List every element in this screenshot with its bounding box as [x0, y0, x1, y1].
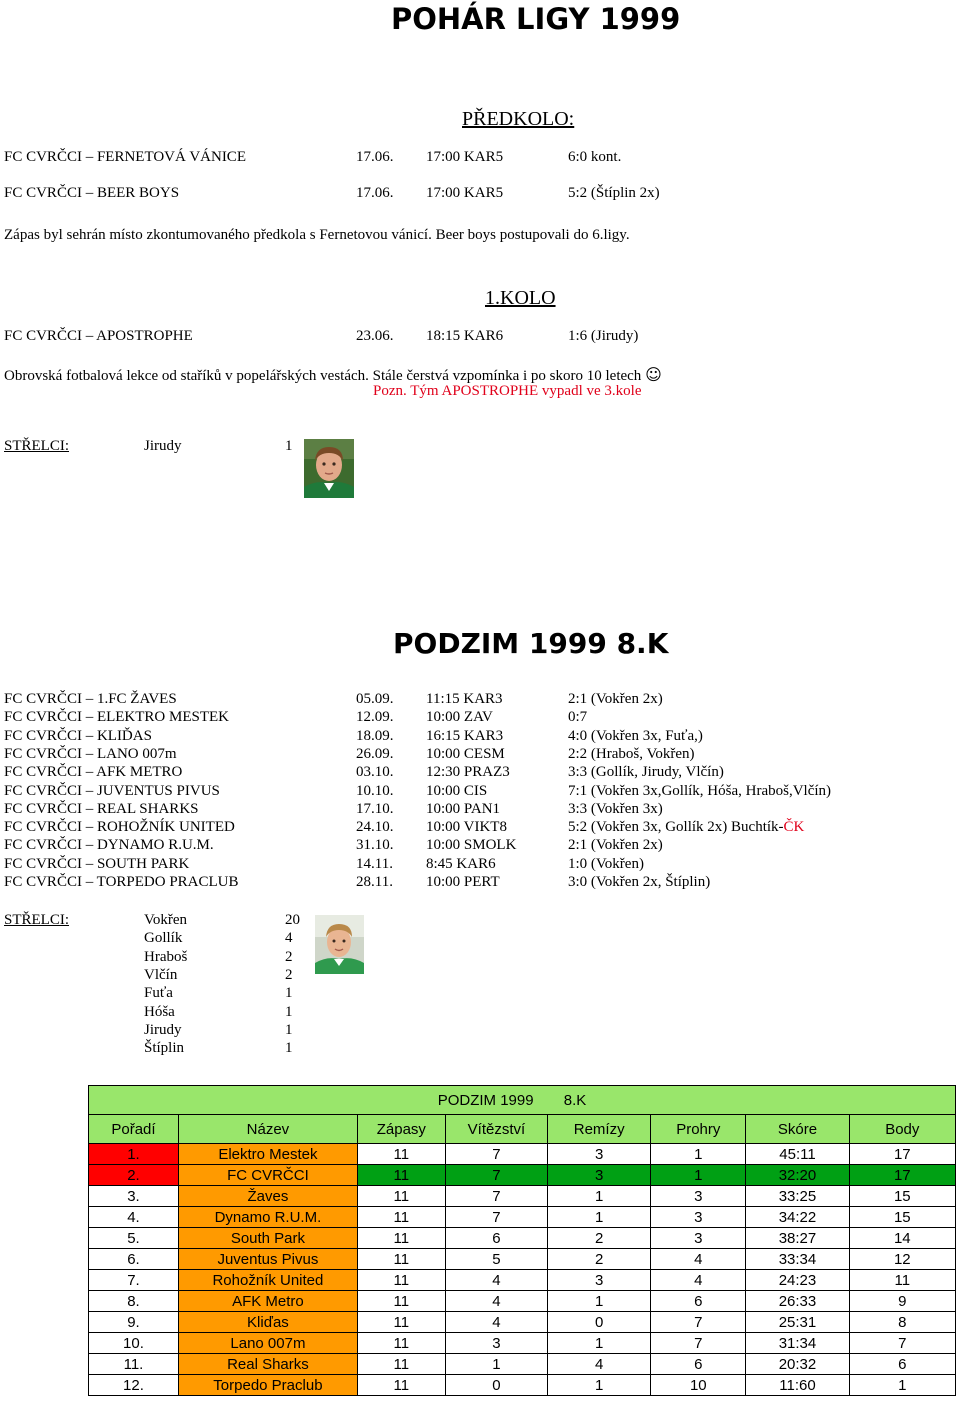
table-cell: 1 — [849, 1375, 955, 1396]
table-cell: 12 — [849, 1249, 955, 1270]
table-cell: 3 — [651, 1207, 746, 1228]
podzim-match-date: 12.09. — [356, 709, 394, 726]
table-cell: 4 — [445, 1291, 547, 1312]
podzim-match-result-text: 5:2 (Vokřen 3x, Gollík 2x) Buchtík- — [568, 819, 784, 836]
player-photo-image — [315, 915, 364, 974]
podzim-match-result: 7:1 (Vokřen 3x,Gollík, Hóša, Hraboš,Vlčín) — [568, 782, 832, 799]
table-cell: 3 — [548, 1270, 651, 1291]
table-cell: 45:11 — [746, 1144, 849, 1165]
podzim-match-date: 26.09. — [356, 745, 394, 762]
table-cell: AFK Metro — [178, 1291, 357, 1312]
table-cell: 5 — [445, 1249, 547, 1270]
table-cell: 1 — [651, 1165, 746, 1186]
table-cell: 1 — [548, 1207, 651, 1228]
kolo1-match-teams: FC CVRČCI – APOSTROPHE — [4, 328, 193, 344]
scorer-name: Vlčín — [144, 966, 178, 983]
scorer-goals: 4 — [285, 930, 293, 947]
table-caption — [89, 1086, 956, 1115]
kolo1-scorer-goals: 1 — [285, 438, 293, 454]
table-cell: 6 — [651, 1354, 746, 1375]
scorer-name: Gollík — [144, 930, 183, 947]
table-cell: 6 — [445, 1228, 547, 1249]
table-cell: 38:27 — [746, 1228, 849, 1249]
table-cell: 6. — [89, 1249, 179, 1270]
podzim-match-result: 3:3 (Vokřen 3x) — [568, 800, 663, 817]
podzim-match-teams: FC CVRČCI – 1.FC ŽAVES — [4, 691, 177, 707]
podzim-heading: PODZIM 1999 8.K — [393, 627, 669, 660]
podzim-match-time: 10:00 ZAV — [426, 709, 493, 726]
table-cell: 1 — [548, 1186, 651, 1207]
table-cell: 11 — [357, 1249, 445, 1270]
table-cell: 11 — [357, 1375, 445, 1396]
podzim-match-result: 1:0 (Vokřen) — [568, 855, 644, 872]
player-photo — [315, 915, 364, 974]
table-cell: South Park — [178, 1228, 357, 1249]
kolo1-scorers-label: STŘELCI: — [4, 438, 70, 454]
scorer-goals: 2 — [285, 966, 293, 983]
predkolo-match-teams: FC CVRČCI – BEER BOYS — [4, 185, 180, 201]
table-cell: 3. — [89, 1186, 179, 1207]
table-cell: Lano 007m — [178, 1333, 357, 1354]
table-cell: 8. — [89, 1291, 179, 1312]
table-cell: 4. — [89, 1207, 179, 1228]
table-header-cell: Zápasy — [357, 1115, 445, 1144]
podzim-match-result: 2:1 (Vokřen 2x) — [568, 837, 663, 854]
table-header-cell: Název — [178, 1115, 357, 1144]
kolo1-pozn: Pozn. Tým APOSTROPHE vypadl ve 3.kole — [373, 383, 642, 399]
player-photo — [304, 439, 354, 498]
table-cell: Rohožník United — [178, 1270, 357, 1291]
table-cell: Kliďas — [178, 1312, 357, 1333]
podzim-match-date: 31.10. — [356, 837, 394, 854]
podzim-match-date: 03.10. — [356, 764, 394, 781]
table-cell: 12. — [89, 1375, 179, 1396]
table-cell: 4 — [548, 1354, 651, 1375]
kolo1-match-date: 23.06. — [356, 328, 394, 344]
table-cell: 14 — [849, 1228, 955, 1249]
podzim-match-date: 05.09. — [356, 691, 394, 707]
podzim-match-time: 11:15 KAR3 — [426, 691, 503, 707]
podzim-match-date: 28.11. — [356, 874, 393, 890]
table-cell: 11 — [357, 1207, 445, 1228]
podzim-match-teams: FC CVRČCI – TORPEDO PRACLUB — [4, 874, 239, 890]
table-cell: 4 — [445, 1270, 547, 1291]
table-cell: 6 — [849, 1354, 955, 1375]
table-cell: 0 — [548, 1312, 651, 1333]
table-cell: 1 — [445, 1354, 547, 1375]
scorer-goals: 2 — [285, 948, 293, 965]
table-row — [89, 1249, 956, 1270]
podzim-match-teams: FC CVRČCI – ELEKTRO MESTEK — [4, 709, 230, 726]
table-cell: 7 — [445, 1165, 547, 1186]
table-header-cell: Vítězství — [445, 1115, 547, 1144]
scorer-goals: 1 — [285, 1003, 293, 1020]
podzim-match-result: 3:3 (Gollík, Jirudy, Vlčín) — [568, 764, 724, 781]
podzim-match-result — [568, 819, 804, 836]
podzim-match-date: 17.10. — [356, 800, 394, 817]
kolo1-heading: 1.KOLO — [485, 287, 556, 309]
table-cell: 2 — [548, 1249, 651, 1270]
table-cell: Juventus Pivus — [178, 1249, 357, 1270]
table-cell: 24:23 — [746, 1270, 849, 1291]
scorer-name: Fuťa — [144, 985, 173, 1002]
table-cell: 17 — [849, 1165, 955, 1186]
podzim-match-time: 10:00 SMOLK — [426, 837, 517, 854]
page-title: POHÁR LIGY 1999 — [391, 2, 681, 36]
table-cell: 7 — [445, 1186, 547, 1207]
table-row — [89, 1312, 956, 1333]
table-cell: 9 — [849, 1291, 955, 1312]
table-cell: 1 — [548, 1291, 651, 1312]
table-cell: 9. — [89, 1312, 179, 1333]
table-cell: 17 — [849, 1144, 955, 1165]
table-cell: 7 — [445, 1207, 547, 1228]
predkolo-match-date: 17.06. — [356, 149, 394, 165]
table-row — [89, 1144, 956, 1165]
podzim-match-date: 14.11. — [356, 855, 393, 872]
table-cell: 7 — [445, 1144, 547, 1165]
predkolo-heading: PŘEDKOLO: — [462, 108, 575, 130]
table-row — [89, 1270, 956, 1291]
table-cell: 1. — [89, 1144, 179, 1165]
table-cell: 4 — [651, 1270, 746, 1291]
podzim-match-teams: FC CVRČCI – ROHOŽNÍK UNITED — [4, 819, 235, 836]
scorer-goals: 1 — [285, 1021, 293, 1038]
table-cell: 11:60 — [746, 1375, 849, 1396]
table-cell: 6 — [651, 1291, 746, 1312]
kolo1-match-time: 18:15 KAR6 — [426, 328, 504, 344]
table-cell: 8 — [849, 1312, 955, 1333]
table-cell: Dynamo R.U.M. — [178, 1207, 357, 1228]
table-cell: 15 — [849, 1186, 955, 1207]
podzim-match-time: 10:00 CIS — [426, 782, 488, 799]
table-cell: 7 — [651, 1312, 746, 1333]
table-header-cell: Pořadí — [89, 1115, 179, 1144]
smiley-icon: ☺ — [645, 365, 662, 384]
predkolo-match-result: 6:0 kont. — [568, 149, 622, 165]
table-caption-right: 8.K — [563, 1091, 587, 1109]
table-cell: 31:34 — [746, 1333, 849, 1354]
podzim-match-date: 10.10. — [356, 782, 394, 799]
table-cell: 2 — [548, 1228, 651, 1249]
table-cell: 3 — [651, 1228, 746, 1249]
predkolo-match-teams: FC CVRČCI – FERNETOVÁ VÁNICE — [4, 149, 246, 165]
podzim-match-date: 24.10. — [356, 819, 394, 836]
table-cell: 1 — [548, 1333, 651, 1354]
player-photo-image — [304, 439, 354, 498]
predkolo-match-time: 17:00 KAR5 — [426, 149, 504, 165]
table-cell: 26:33 — [746, 1291, 849, 1312]
table-row — [89, 1207, 956, 1228]
podzim-scorers-label: STŘELCI: — [4, 912, 70, 928]
table-header-row — [89, 1115, 956, 1144]
podzim-match-teams: FC CVRČCI – DYNAMO R.U.M. — [4, 837, 214, 854]
podzim-match-teams: FC CVRČCI – REAL SHARKS — [4, 800, 199, 817]
table-cell: 33:25 — [746, 1186, 849, 1207]
scorer-name: Štíplin — [144, 1040, 185, 1057]
table-row — [89, 1354, 956, 1375]
kolo1-scorer-name: Jirudy — [144, 438, 182, 454]
table-cell: 1 — [651, 1144, 746, 1165]
table-cell: 11 — [357, 1144, 445, 1165]
podzim-match-result: 2:2 (Hraboš, Vokřen) — [568, 745, 695, 762]
table-cell: Real Sharks — [178, 1354, 357, 1375]
podzim-match-time: 8:45 KAR6 — [426, 855, 496, 872]
scorer-name: Vokřen — [144, 912, 188, 928]
table-cell: Torpedo Praclub — [178, 1375, 357, 1396]
podzim-match-time: 10:00 PAN1 — [426, 800, 501, 817]
podzim-match-time: 10:00 CESM — [426, 745, 505, 762]
table-row — [89, 1186, 956, 1207]
predkolo-match-result: 5:2 (Štíplin 2x) — [568, 185, 660, 201]
table-header-cell: Prohry — [651, 1115, 746, 1144]
table-cell: 11 — [357, 1165, 445, 1186]
table-row — [89, 1165, 956, 1186]
table-cell: 3 — [548, 1165, 651, 1186]
scorer-name: Hraboš — [144, 948, 188, 965]
red-card-marker: ČK — [783, 819, 805, 836]
table-row — [89, 1375, 956, 1396]
podzim-match-time: 10:00 VIKT8 — [426, 819, 507, 836]
scorer-goals: 1 — [285, 1040, 293, 1057]
table-cell: 2. — [89, 1165, 179, 1186]
table-cell: 11 — [357, 1291, 445, 1312]
table-cell: 33:34 — [746, 1249, 849, 1270]
podzim-match-result: 4:0 (Vokřen 3x, Fuťa,) — [568, 727, 703, 744]
podzim-match-teams: FC CVRČCI – JUVENTUS PIVUS — [4, 782, 220, 799]
league-table — [88, 1085, 956, 1396]
podzim-match-teams: FC CVRČCI – KLIĎAS — [4, 727, 152, 744]
table-cell: 20:32 — [746, 1354, 849, 1375]
table-cell: 0 — [445, 1375, 547, 1396]
table-cell: FC CVRČCI — [178, 1165, 357, 1186]
table-row — [89, 1291, 956, 1312]
table-cell: 7 — [651, 1333, 746, 1354]
table-cell: 11 — [357, 1186, 445, 1207]
table-cell: Elektro Mestek — [178, 1144, 357, 1165]
table-cell: 11 — [357, 1333, 445, 1354]
table-cell: 7 — [849, 1333, 955, 1354]
table-cell: 11 — [357, 1270, 445, 1291]
table-row — [89, 1333, 956, 1354]
scorer-goals: 20 — [285, 912, 300, 928]
table-cell: 10. — [89, 1333, 179, 1354]
table-header-cell: Body — [849, 1115, 955, 1144]
predkolo-note: Zápas byl sehrán místo zkontumovaného předkola s Fernetovou vánicí. Beer boys postupovali do 6.ligy. — [4, 227, 630, 243]
table-cell: 5. — [89, 1228, 179, 1249]
podzim-match-time: 12:30 PRAZ3 — [426, 764, 510, 781]
table-cell: 11 — [357, 1312, 445, 1333]
podzim-match-teams: FC CVRČCI – LANO 007m — [4, 745, 177, 762]
table-row — [89, 1228, 956, 1249]
table-cell: 11 — [357, 1228, 445, 1249]
table-cell: 7. — [89, 1270, 179, 1291]
kolo1-note-text: Obrovská fotbalová lekce od staříků v popelářských vestách. Stále čerstvá vzpomínka i po skoro 10 letech — [4, 368, 642, 384]
table-cell: 3 — [445, 1333, 547, 1354]
table-cell: 11. — [89, 1354, 179, 1375]
podzim-match-result: 3:0 (Vokřen 2x, Štíplin) — [568, 874, 711, 890]
table-cell: 10 — [651, 1375, 746, 1396]
table-cell: 34:22 — [746, 1207, 849, 1228]
table-caption-left: PODZIM 1999 — [437, 1091, 534, 1109]
table-cell: 4 — [651, 1249, 746, 1270]
table-cell: 25:31 — [746, 1312, 849, 1333]
table-cell: 15 — [849, 1207, 955, 1228]
table-header-cell: Skóre — [746, 1115, 849, 1144]
table-cell: 3 — [548, 1144, 651, 1165]
table-cell: 32:20 — [746, 1165, 849, 1186]
podzim-match-time: 10:00 PERT — [426, 874, 500, 890]
podzim-match-teams: FC CVRČCI – SOUTH PARK — [4, 855, 190, 872]
table-cell: Žaves — [178, 1186, 357, 1207]
scorer-name: Hóša — [144, 1003, 175, 1020]
podzim-match-teams: FC CVRČCI – AFK METRO — [4, 764, 183, 781]
kolo1-match-result: 1:6 (Jirudy) — [568, 328, 639, 344]
podzim-match-result: 0:7 — [568, 709, 588, 726]
podzim-match-time: 16:15 KAR3 — [426, 727, 504, 744]
table-cell: 3 — [651, 1186, 746, 1207]
table-cell: 4 — [445, 1312, 547, 1333]
predkolo-match-date: 17.06. — [356, 185, 394, 201]
scorer-name: Jirudy — [144, 1021, 182, 1038]
table-cell: 1 — [548, 1375, 651, 1396]
podzim-match-date: 18.09. — [356, 727, 394, 744]
table-cell: 11 — [849, 1270, 955, 1291]
predkolo-match-time: 17:00 KAR5 — [426, 185, 504, 201]
table-header-cell: Remízy — [548, 1115, 651, 1144]
podzim-match-result: 2:1 (Vokřen 2x) — [568, 691, 663, 707]
kolo1-note — [4, 365, 662, 385]
table-cell: 11 — [357, 1354, 445, 1375]
scorer-goals: 1 — [285, 985, 293, 1002]
